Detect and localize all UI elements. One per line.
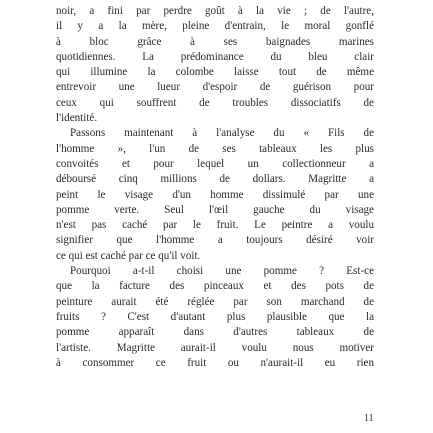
text-line: que la facture des pinceaux et des pots de [56, 280, 374, 293]
text-line: ce qui est caché par ce qu'il voit. [56, 249, 201, 262]
text-line: l'artiste. Magritte aurait-il voulu nous motiver [56, 341, 374, 354]
text-line: peint le visage d'un homme dissimulé par une [56, 188, 374, 201]
text-line: à consommer ce fruit ou n'aurait-il eu rien [56, 356, 374, 369]
text-line: peinture aurait été réglée par son marchand de [56, 295, 374, 308]
text-line: entrevoir une lueur d'espoir de guérison pour [56, 81, 374, 94]
text-line: à bloc grâce à ses baignades marines [56, 35, 374, 48]
text-line: convoités et pour lequel un collectionneur a [56, 157, 374, 170]
text-line: qui illumine la colombe laisse tout de même [56, 66, 374, 79]
text-line: fruits ? C'est d'autant plus plausible que la [56, 310, 374, 323]
body-text [56, 4, 374, 371]
text-line: l'identité. [56, 112, 98, 125]
text-line: signifier que l'homme a toujours désiré voir [56, 234, 374, 247]
text-line: n'est pas caché par le fruit. Le peintre a voulu [56, 219, 374, 232]
text-line: pomme apparaît dans d'autres tableaux de [56, 326, 374, 339]
text-line: ceux qui souffrent de troubles dissociatifs de [56, 96, 374, 109]
text-line: noir, a fini par perdre goût à la vie ; de l'autre, [56, 5, 374, 17]
page-number: 11 [364, 413, 374, 424]
text-line: déboursé cinq millions de dollars. Magritte a [56, 173, 374, 186]
text-line: il y a la mère, pleine d'entrain, le moral gonflé [56, 20, 374, 33]
paragraph-start-line: Pourquoi a-t-il choisi une pomme ? Est-ce [70, 265, 374, 278]
text-line: quotidiennes. La prédominance du bleu clair [56, 50, 374, 63]
paragraph-start-line: Passons maintenant à l'analyse du « Fils de [70, 127, 374, 140]
text-line: l'homme », l'un de ses tableaux les plus [56, 142, 374, 155]
text-line: pomme verte. Seul l'œil gauche du visage [56, 203, 374, 216]
